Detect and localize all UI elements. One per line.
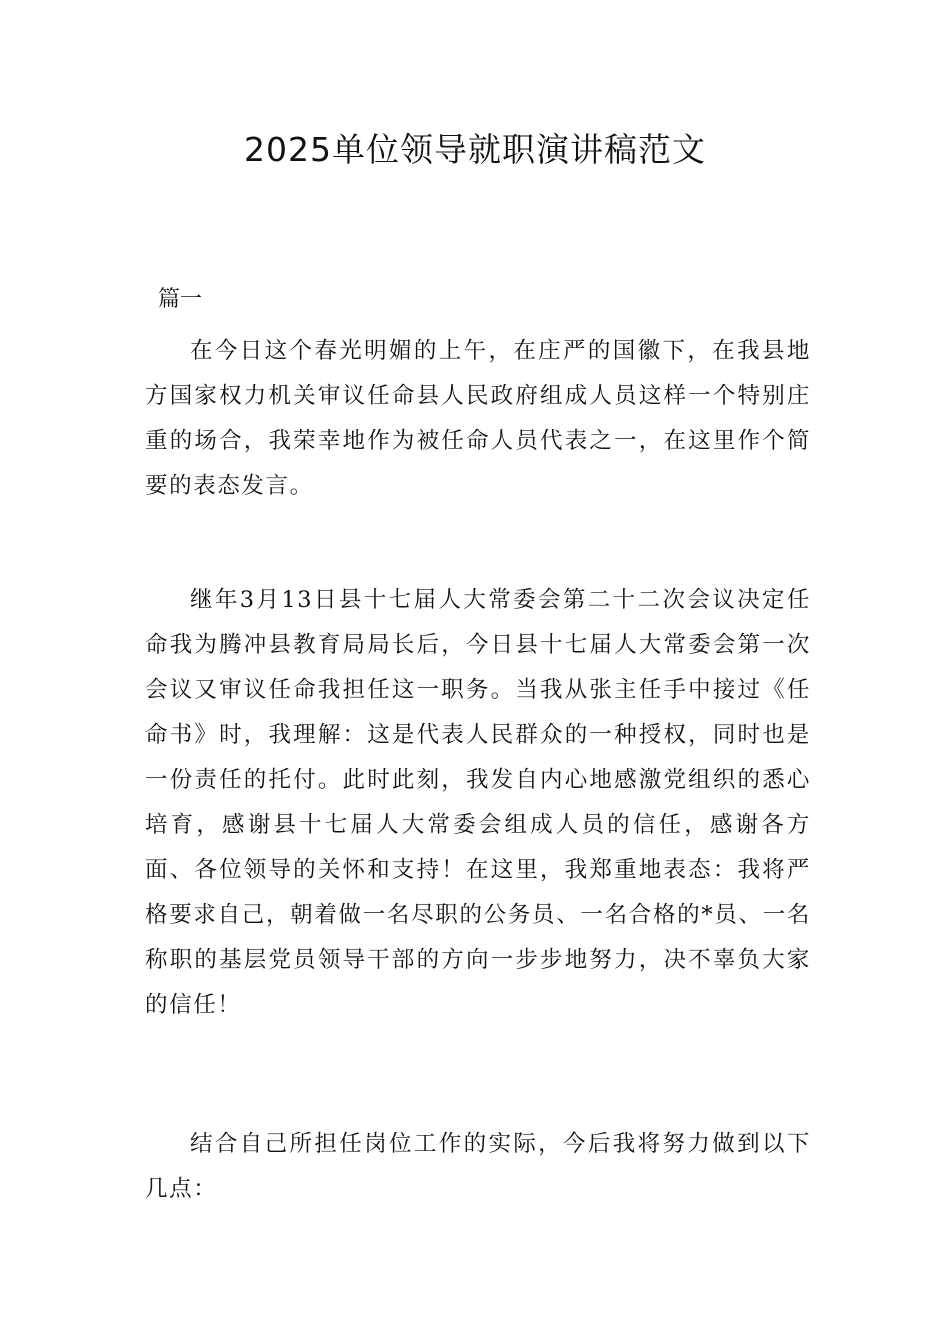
- section-label: 篇一: [158, 287, 203, 312]
- paragraph-3: 结合自己所担任岗位工作的实际，今后我将努力做到以下几点：: [145, 1131, 811, 1202]
- paragraph-2: 继年3月13日县十七届人大常委会第二十二次会议决定任命我为腾冲县教育局局长后，今日县十七届人大常委会第一次会议又审议任命我担任这一职务。当我从张主任手中接过《任命书》时，我理解：这是代表人民群众的一种授权，同时也是一份责任的托付。此时此刻，我发自内心地感激党组织的悉心培育，感谢县十七届人大常委会组成人员的信任，感谢各方面、各位领导的关怀和支持！在这里，我郑重地表态：我将严格要求自己，朝着做一名尽职的公务员、一名合格的*员、一名称职的基层党员领导干部的方向一步步地努力，决不辜负大家的信任！: [145, 587, 811, 1018]
- document-title: 2025单位领导就职演讲稿范文: [244, 130, 706, 169]
- paragraph-1: 在今日这个春光明媚的上午，在庄严的国徽下，在我县地方国家权力机关审议任命县人民政府组成人员这样一个特别庄重的场合，我荣幸地作为被任命人员代表之一，在这里作个简要的表态发言。: [145, 338, 811, 499]
